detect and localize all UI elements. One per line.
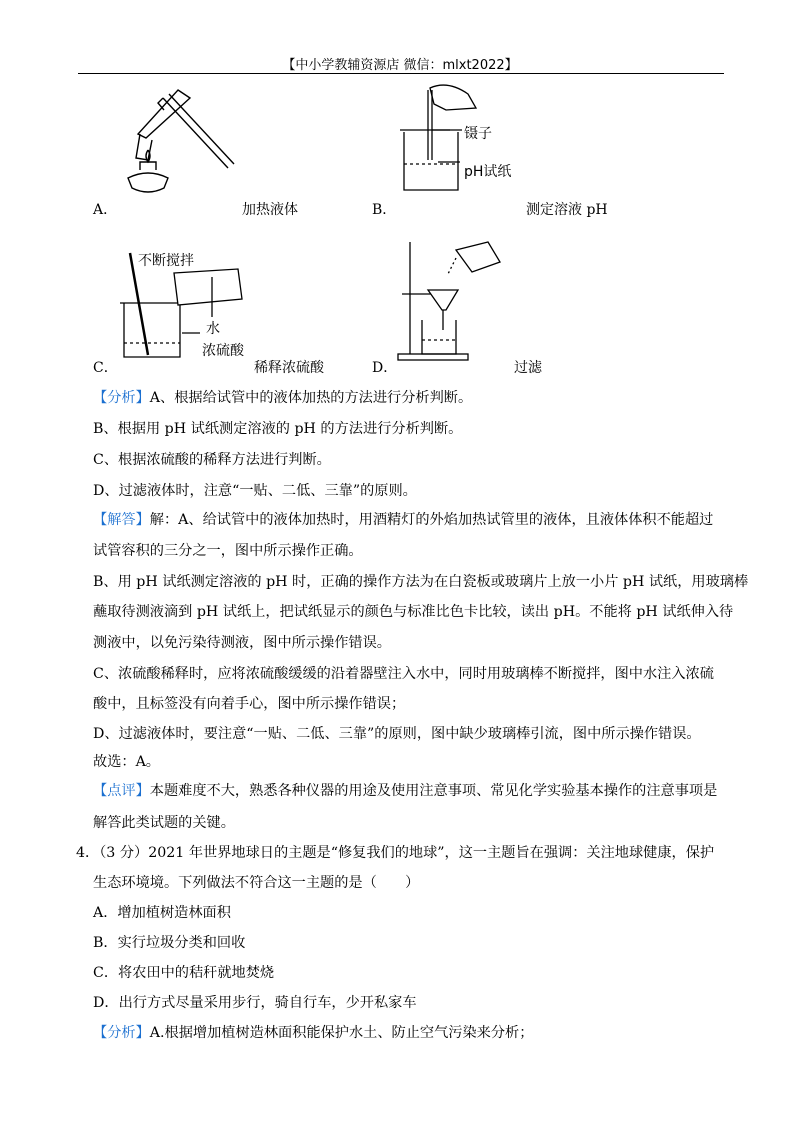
answer-tag: 【解答】 bbox=[93, 512, 150, 528]
option-a-letter: A． bbox=[93, 202, 118, 218]
figure-filtration bbox=[396, 236, 516, 364]
q4-analysis-1-text: A.根据增加植树造林面积能保护水土、防止空气污染来分析； bbox=[149, 1025, 534, 1041]
answer-line-a1 bbox=[93, 510, 713, 530]
tweezers-label: 镊子 bbox=[464, 126, 492, 142]
answer-line-b1: B、用 pH 试纸测定溶液的 pH 时，正确的操作方法为在白瓷板或玻璃片上放一小片 pH 试纸，用玻璃棒 bbox=[93, 574, 749, 590]
figure-dilute-acid bbox=[116, 247, 266, 362]
answer-line-b2: 蘸取待测液滴到 pH 试纸上，把试纸显示的颜色与标准比色卡比较，读出 pH。不能将 pH 试纸伸入待 bbox=[93, 604, 734, 620]
ph-paper-label: pH试纸 bbox=[464, 164, 512, 180]
option-d-letter: D． bbox=[372, 360, 398, 376]
header-rule bbox=[78, 73, 724, 74]
figure-measure-ph bbox=[398, 80, 523, 195]
comment-1-text: 本题难度不大，熟悉各种仪器的用途及使用注意事项、常见化学实验基本操作的注意事项是 bbox=[149, 783, 718, 799]
analysis-line-a bbox=[93, 388, 472, 408]
comment-tag: 【点评】 bbox=[93, 783, 150, 799]
analysis-tag: 【分析】 bbox=[93, 390, 150, 406]
answer-line-b3: 测液中，以免污染待测液，图中所示操作错误。 bbox=[93, 635, 391, 651]
answer-line-c1: C、浓硫酸稀释时，应将浓硫酸缓缓的沿着器壁注入水中，同时用玻璃棒不断搅拌，图中水注入浓硫 bbox=[93, 666, 714, 682]
option-b-caption: 测定溶液 pH bbox=[526, 202, 608, 218]
q4-option-c: C．将农田中的秸秆就地焚烧 bbox=[93, 965, 275, 981]
choice-line: 故选：A。 bbox=[93, 754, 160, 770]
option-d-caption: 过滤 bbox=[514, 360, 542, 376]
q4-option-d: D．出行方式尽量采用步行，骑自行车，少开私家车 bbox=[93, 995, 417, 1011]
answer-line-d: D、过滤液体时，要注意“一贴、二低、三靠”的原则，图中缺少玻璃棒引流，图中所示操作错误。 bbox=[93, 726, 701, 742]
stir-label: 不断搅拌 bbox=[138, 253, 194, 269]
analysis-a-text: A、根据给试管中的液体加热的方法进行分析判断。 bbox=[149, 390, 473, 406]
option-c-letter: C． bbox=[93, 360, 118, 376]
water-label: 水 bbox=[206, 321, 220, 337]
acid-label: 浓硫酸 bbox=[202, 343, 244, 359]
comment-line-2: 解答此类试题的关键。 bbox=[93, 815, 235, 831]
option-b-letter: B． bbox=[372, 202, 397, 218]
q4-option-b: B．实行垃圾分类和回收 bbox=[93, 935, 246, 951]
q4-analysis-tag: 【分析】 bbox=[93, 1025, 150, 1041]
answer-a1-text: 解：A、给试管中的液体加热时，用酒精灯的外焰加热试管里的液体，且液体体积不能超过 bbox=[149, 512, 714, 528]
answer-line-a2: 试管容积的三分之一，图中所示操作正确。 bbox=[93, 543, 363, 559]
figure-heating-liquid bbox=[118, 88, 238, 203]
page-header: 【中小学教辅资源店 微信：mlxt2022】 bbox=[282, 58, 518, 73]
analysis-line-c: C、根据浓硫酸的稀释方法进行判断。 bbox=[93, 452, 331, 468]
option-c-caption: 稀释浓硫酸 bbox=[254, 360, 324, 376]
q4-stem-line-2: 生态环境境。下列做法不符合这一主题的是（ ） bbox=[93, 875, 420, 891]
analysis-line-b: B、根据用 pH 试纸测定溶液的 pH 的方法进行分析判断。 bbox=[93, 421, 463, 437]
q4-option-a: A．增加植树造林面积 bbox=[93, 905, 231, 921]
q4-analysis-line-1 bbox=[93, 1023, 533, 1043]
q4-stem-line-1: 4．（3 分）2021 年世界地球日的主题是“修复我们的地球”，这一主题旨在强调：关注地球健康，保护 bbox=[76, 845, 715, 861]
analysis-line-d: D、过滤液体时，注意“一贴、二低、三靠”的原则。 bbox=[93, 483, 417, 499]
option-a-caption: 加热液体 bbox=[242, 202, 298, 218]
comment-line-1 bbox=[93, 781, 717, 801]
answer-line-c2: 酸中，且标签没有向着手心，图中所示操作错误； bbox=[93, 696, 406, 712]
